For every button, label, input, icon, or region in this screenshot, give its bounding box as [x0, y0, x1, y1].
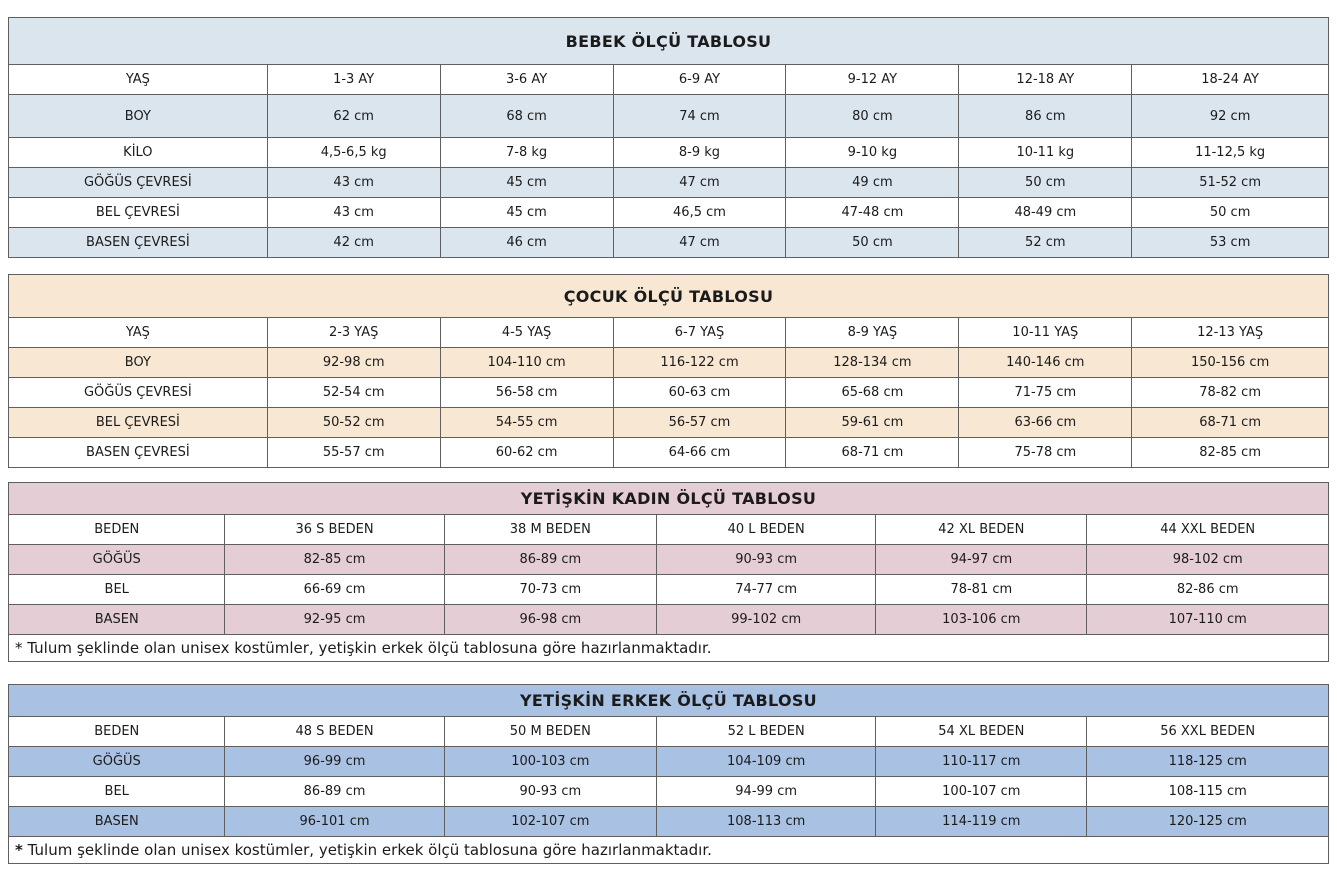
cell: 71-75 cm [959, 378, 1132, 408]
table-title-row [9, 18, 1329, 65]
cell: 8-9 YAŞ [786, 318, 959, 348]
cocuk-size-table [8, 274, 1329, 468]
table-row [9, 807, 1329, 837]
cell: 86 cm [959, 95, 1132, 138]
footnote-text: Tulum şeklinde olan unisex kostümler, yetişkin erkek ölçü tablosuna göre hazırlanmaktadır. [27, 639, 712, 657]
cell: 4,5-6,5 kg [267, 138, 440, 168]
cell: 12-13 YAŞ [1132, 318, 1329, 348]
cell: 9-12 AY [786, 65, 959, 95]
table-title-row [9, 685, 1329, 717]
cell: 43 cm [267, 168, 440, 198]
cell: 98-102 cm [1087, 545, 1329, 575]
cell: 44 XXL BEDEN [1087, 515, 1329, 545]
cell: 42 cm [267, 228, 440, 258]
cell: 100-107 cm [876, 777, 1087, 807]
cell: 82-85 cm [225, 545, 444, 575]
cell: 50-52 cm [267, 408, 440, 438]
table-row [9, 747, 1329, 777]
cell: 12-18 AY [959, 65, 1132, 95]
cell: 102-107 cm [444, 807, 657, 837]
cell: 6-9 AY [613, 65, 786, 95]
row-label: GÖĞÜS ÇEVRESİ [9, 168, 268, 198]
cell: 52-54 cm [267, 378, 440, 408]
cell: 18-24 AY [1132, 65, 1329, 95]
cell: 118-125 cm [1087, 747, 1329, 777]
cell: 50 cm [1132, 198, 1329, 228]
cell: 1-3 AY [267, 65, 440, 95]
cell: 96-98 cm [444, 605, 657, 635]
table-title: ÇOCUK ÖLÇÜ TABLOSU [9, 275, 1329, 318]
bebek-size-table [8, 17, 1329, 258]
cell: 64-66 cm [613, 438, 786, 468]
cell: 78-82 cm [1132, 378, 1329, 408]
cell: 107-110 cm [1087, 605, 1329, 635]
cell: 110-117 cm [876, 747, 1087, 777]
cell: 82-86 cm [1087, 575, 1329, 605]
cell: 36 S BEDEN [225, 515, 444, 545]
cell: 46,5 cm [613, 198, 786, 228]
cell: 8-9 kg [613, 138, 786, 168]
cell: 48 S BEDEN [225, 717, 444, 747]
cell: 74 cm [613, 95, 786, 138]
cell: 43 cm [267, 198, 440, 228]
cell: 65-68 cm [786, 378, 959, 408]
cell: 90-93 cm [657, 545, 876, 575]
cell: 2-3 YAŞ [267, 318, 440, 348]
cell: 53 cm [1132, 228, 1329, 258]
table-row [9, 438, 1329, 468]
cell: 38 M BEDEN [444, 515, 657, 545]
cell: 56-57 cm [613, 408, 786, 438]
cell: 114-119 cm [876, 807, 1087, 837]
cell: 6-7 YAŞ [613, 318, 786, 348]
cell: 50 cm [959, 168, 1132, 198]
cell: 66-69 cm [225, 575, 444, 605]
cell: 128-134 cm [786, 348, 959, 378]
cell: 42 XL BEDEN [876, 515, 1087, 545]
footnote-row [9, 635, 1329, 662]
cell: 11-12,5 kg [1132, 138, 1329, 168]
footnote-marker: * [15, 639, 23, 657]
cell: 55-57 cm [267, 438, 440, 468]
cell: 10-11 YAŞ [959, 318, 1132, 348]
cell: 86-89 cm [444, 545, 657, 575]
cell: 10-11 kg [959, 138, 1132, 168]
cell: 59-61 cm [786, 408, 959, 438]
table-title: YETİŞKİN KADIN ÖLÇÜ TABLOSU [9, 483, 1329, 515]
row-label: BEDEN [9, 515, 225, 545]
cell: 47-48 cm [786, 198, 959, 228]
cell: 86-89 cm [225, 777, 444, 807]
cell: 45 cm [440, 168, 613, 198]
cell: 120-125 cm [1087, 807, 1329, 837]
cell: 50 cm [786, 228, 959, 258]
cell: 94-97 cm [876, 545, 1087, 575]
cell: 54-55 cm [440, 408, 613, 438]
cell: 63-66 cm [959, 408, 1132, 438]
cell: 80 cm [786, 95, 959, 138]
cell: 90-93 cm [444, 777, 657, 807]
table-row [9, 378, 1329, 408]
cell: 4-5 YAŞ [440, 318, 613, 348]
table-row [9, 777, 1329, 807]
cell: 3-6 AY [440, 65, 613, 95]
table-row [9, 575, 1329, 605]
row-label: GÖĞÜS [9, 545, 225, 575]
table-title: BEBEK ÖLÇÜ TABLOSU [9, 18, 1329, 65]
table-row [9, 318, 1329, 348]
table-row [9, 95, 1329, 138]
table-row [9, 605, 1329, 635]
cell: 51-52 cm [1132, 168, 1329, 198]
row-label: GÖĞÜS ÇEVRESİ [9, 378, 268, 408]
table-title: YETİŞKİN ERKEK ÖLÇÜ TABLOSU [9, 685, 1329, 717]
cell: 56-58 cm [440, 378, 613, 408]
cell: 82-85 cm [1132, 438, 1329, 468]
cell: 47 cm [613, 168, 786, 198]
row-label: BEL ÇEVRESİ [9, 198, 268, 228]
row-label: GÖĞÜS [9, 747, 225, 777]
footnote-text: Tulum şeklinde olan unisex kostümler, yetişkin erkek ölçü tablosuna göre hazırlanmaktadır. [27, 841, 712, 859]
cell: 52 L BEDEN [657, 717, 876, 747]
cell: 60-62 cm [440, 438, 613, 468]
table-row [9, 408, 1329, 438]
row-label: YAŞ [9, 65, 268, 95]
footnote [9, 635, 1329, 662]
cell: 45 cm [440, 198, 613, 228]
cell: 49 cm [786, 168, 959, 198]
cell: 7-8 kg [440, 138, 613, 168]
table-row [9, 198, 1329, 228]
cell: 150-156 cm [1132, 348, 1329, 378]
cell: 46 cm [440, 228, 613, 258]
cell: 75-78 cm [959, 438, 1132, 468]
cell: 74-77 cm [657, 575, 876, 605]
cell: 96-99 cm [225, 747, 444, 777]
row-label: BASEN ÇEVRESİ [9, 228, 268, 258]
cell: 104-110 cm [440, 348, 613, 378]
row-label: BEL ÇEVRESİ [9, 408, 268, 438]
cell: 92 cm [1132, 95, 1329, 138]
cell: 94-99 cm [657, 777, 876, 807]
row-label: KİLO [9, 138, 268, 168]
cell: 9-10 kg [786, 138, 959, 168]
table-row [9, 348, 1329, 378]
cell: 140-146 cm [959, 348, 1132, 378]
cell: 50 M BEDEN [444, 717, 657, 747]
table-title-row [9, 483, 1329, 515]
footnote [9, 837, 1329, 864]
cell: 52 cm [959, 228, 1132, 258]
table-title-row [9, 275, 1329, 318]
cell: 108-113 cm [657, 807, 876, 837]
table-row [9, 228, 1329, 258]
cell: 70-73 cm [444, 575, 657, 605]
cell: 116-122 cm [613, 348, 786, 378]
cell: 92-98 cm [267, 348, 440, 378]
cell: 96-101 cm [225, 807, 444, 837]
cell: 108-115 cm [1087, 777, 1329, 807]
cell: 56 XXL BEDEN [1087, 717, 1329, 747]
footnote-marker: * [15, 841, 23, 859]
table-row [9, 138, 1329, 168]
table-row [9, 65, 1329, 95]
cell: 62 cm [267, 95, 440, 138]
row-label: BEL [9, 575, 225, 605]
cell: 54 XL BEDEN [876, 717, 1087, 747]
cell: 60-63 cm [613, 378, 786, 408]
cell: 78-81 cm [876, 575, 1087, 605]
cell: 103-106 cm [876, 605, 1087, 635]
footnote-row [9, 837, 1329, 864]
cell: 68-71 cm [1132, 408, 1329, 438]
table-row [9, 545, 1329, 575]
row-label: BASEN ÇEVRESİ [9, 438, 268, 468]
row-label: BOY [9, 348, 268, 378]
cell: 92-95 cm [225, 605, 444, 635]
row-label: BOY [9, 95, 268, 138]
row-label: BEL [9, 777, 225, 807]
cell: 99-102 cm [657, 605, 876, 635]
cell: 68-71 cm [786, 438, 959, 468]
cell: 48-49 cm [959, 198, 1132, 228]
table-row [9, 515, 1329, 545]
cell: 104-109 cm [657, 747, 876, 777]
cell: 68 cm [440, 95, 613, 138]
row-label: BASEN [9, 807, 225, 837]
yetiskin-kadin-size-table [8, 482, 1329, 662]
size-tables-container [8, 17, 1329, 864]
table-row [9, 168, 1329, 198]
row-label: YAŞ [9, 318, 268, 348]
cell: 47 cm [613, 228, 786, 258]
yetiskin-erkek-size-table [8, 684, 1329, 864]
row-label: BASEN [9, 605, 225, 635]
cell: 40 L BEDEN [657, 515, 876, 545]
cell: 100-103 cm [444, 747, 657, 777]
row-label: BEDEN [9, 717, 225, 747]
table-row [9, 717, 1329, 747]
